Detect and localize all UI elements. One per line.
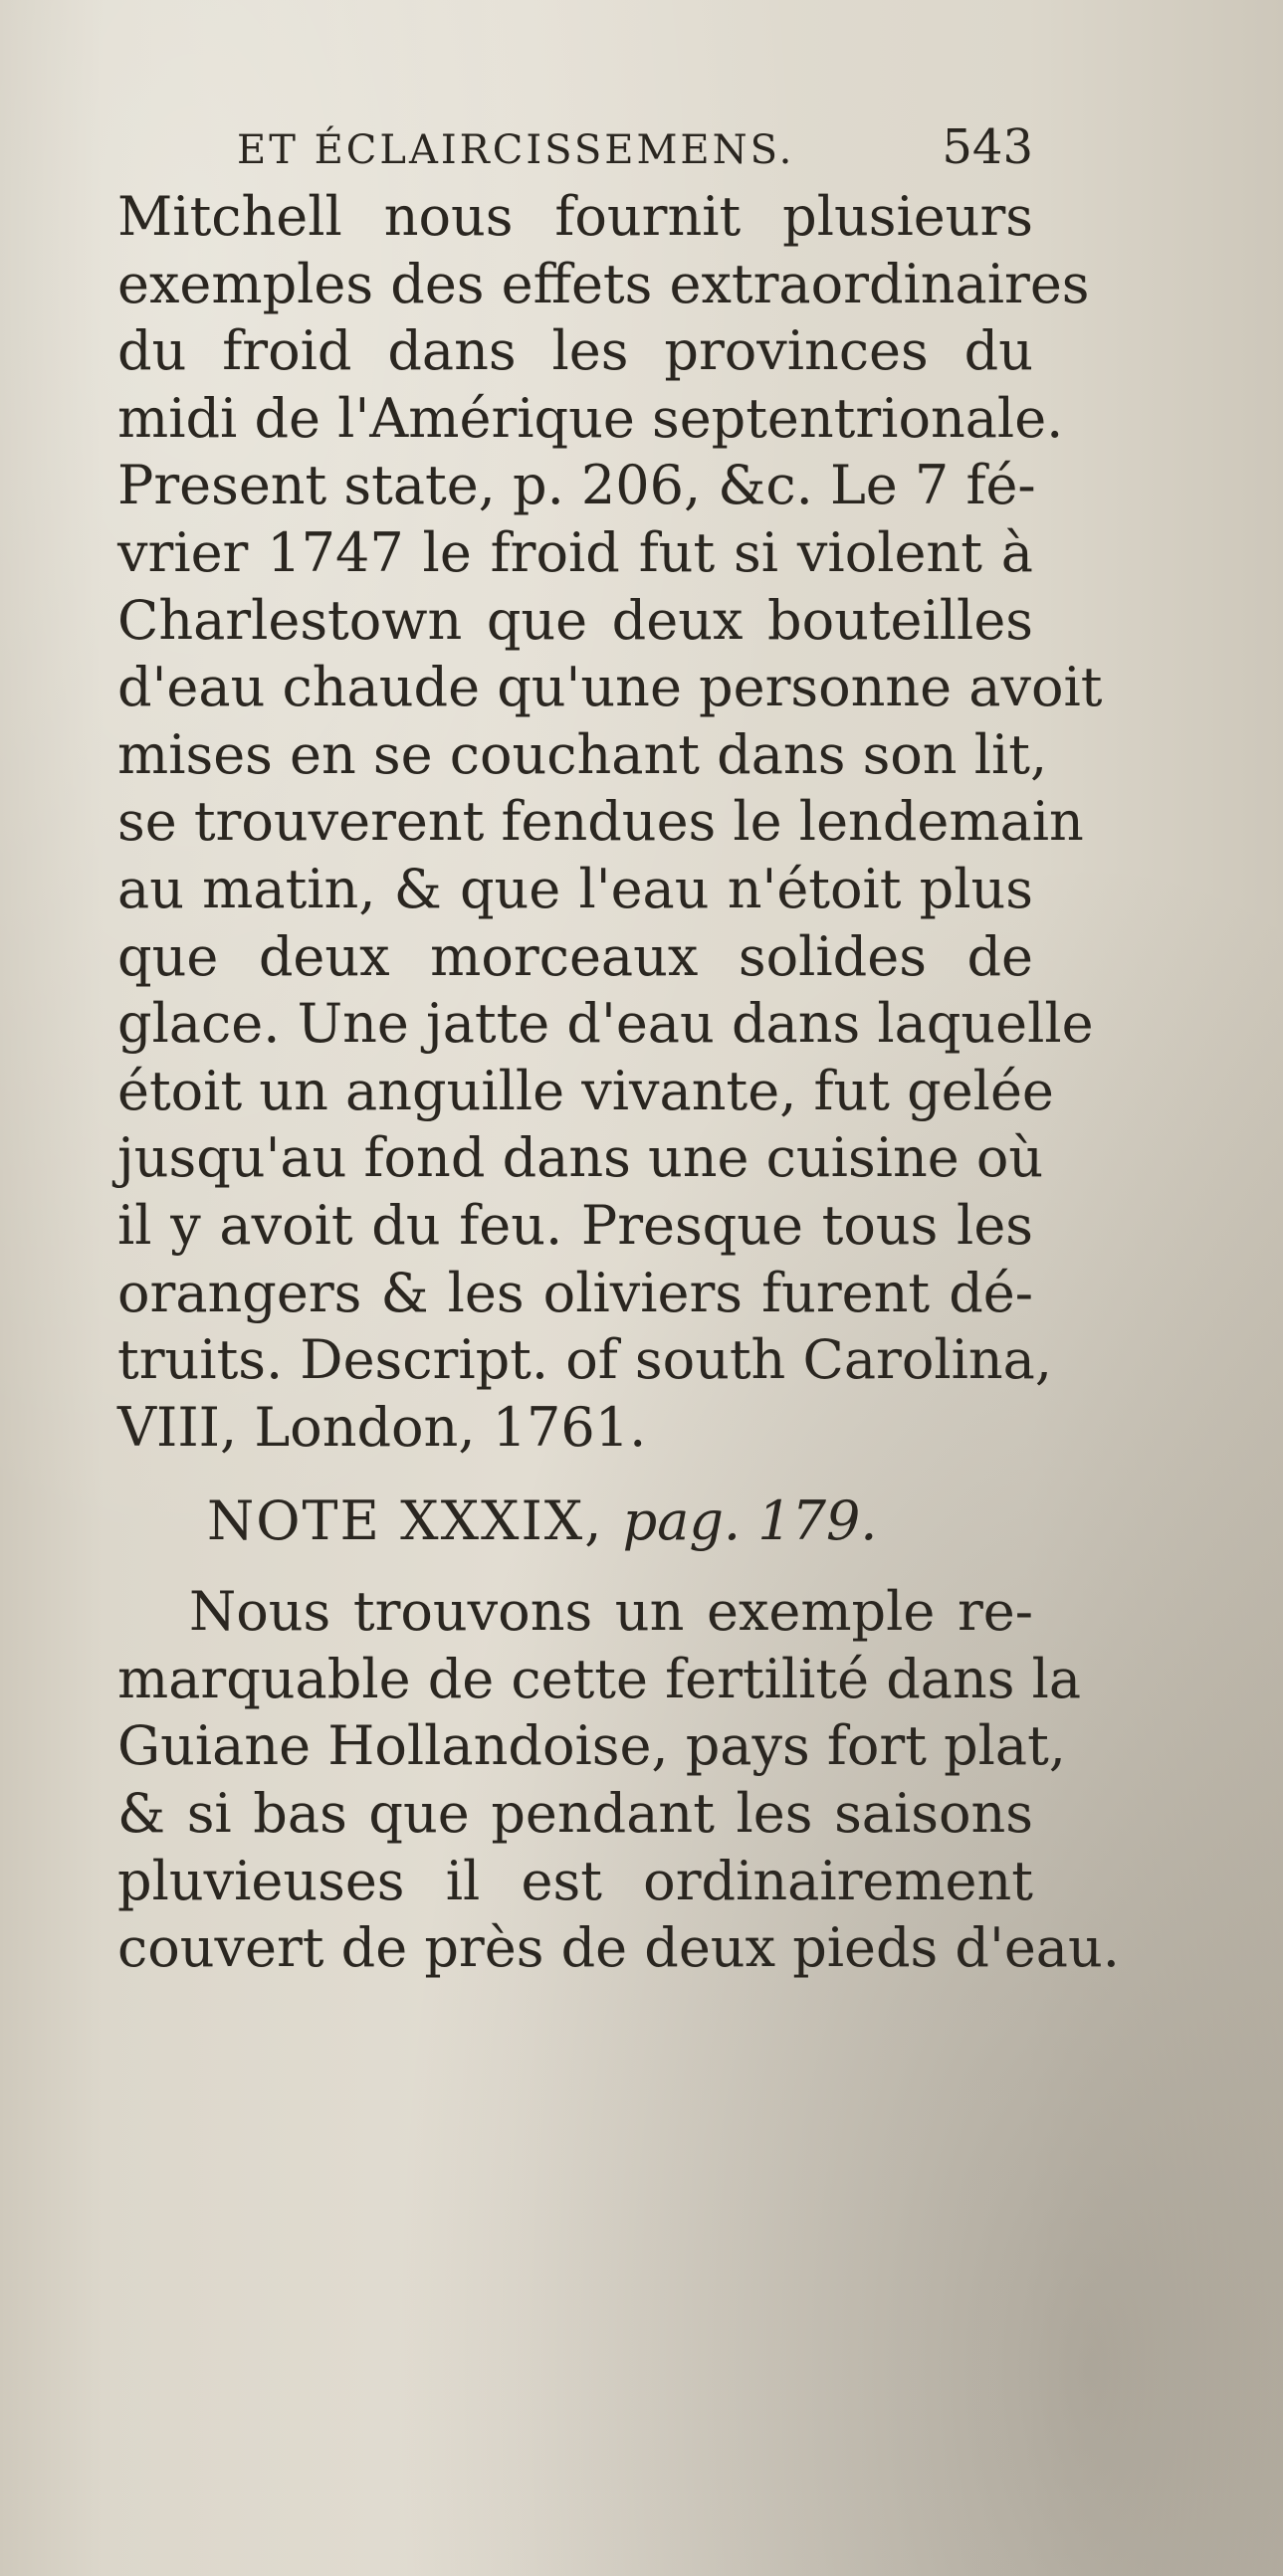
text-line: jusqu'au fond dans une cuisine où [117,1126,1044,1190]
page-number: 543 [942,119,1033,175]
text-line: Charlestown que deux bouteilles [117,588,1033,652]
text-line: Guiane Hollandoise, pays fort plat, [117,1714,1066,1778]
text-line: marquable de cette fertilité dans la [117,1647,1082,1710]
paragraph-2 [117,1578,1120,1982]
text-line: il y avoit du feu. Presque tous les [117,1193,1033,1257]
paragraph-1 [117,183,1103,1461]
text-line: pluvieuses il est ordinairement [117,1849,1033,1912]
note-label: NOTE XXXIX, [207,1489,604,1553]
note-heading [207,1486,1033,1556]
text-line: midi de l'Amérique septentrionale. [117,386,1064,450]
text-line: d'eau chaude qu'une personne avoit [117,656,1103,719]
text-line: Present state, p. 206, &c. Le 7 fé- [117,454,1036,517]
text-line: Nous trouvons un exemple re- [189,1580,1033,1644]
text-line: VIII, London, 1761. [117,1395,647,1459]
text-line: que deux morceaux solides de [117,924,1033,988]
running-head [117,119,1033,175]
text-line: du froid dans les provinces du [117,319,1033,383]
text-line: mises en se couchant dans son lit, [117,722,1048,786]
text-line: orangers & les oliviers furent dé- [117,1261,1033,1324]
text-block [117,119,1120,1982]
text-line: Mitchell nous fournit plusieurs [117,185,1033,248]
text-line: couvert de près de deux pieds d'eau. [117,1916,1120,1980]
text-line: & si bas que pendant les saisons [117,1782,1033,1846]
text-line: exemples des effets extraordinaires [117,252,1090,315]
text-line: se trouverent fendues le lendemain [117,790,1084,854]
text-line: vrier 1747 le froid fut si violent à [117,520,1033,584]
text-line: glace. Une jatte d'eau dans laquelle [117,992,1094,1056]
note-page-ref: pag. 179. [622,1489,878,1553]
running-head-title: ET ÉCLAIRCISSEMENS. [237,127,795,173]
text-line: truits. Descript. of south Carolina, [117,1328,1053,1392]
text-line: étoit un anguille vivante, fut gelée [117,1059,1054,1122]
text-line: au matin, & que l'eau n'étoit plus [117,857,1033,920]
